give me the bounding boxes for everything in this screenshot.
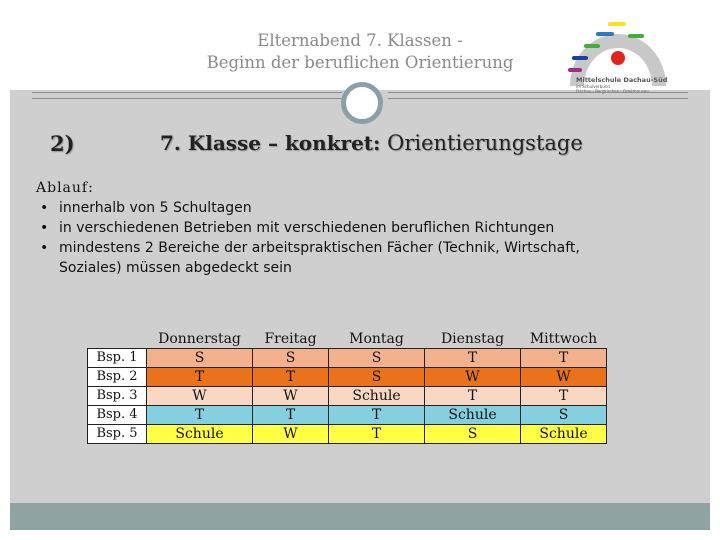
table-cell: Schule xyxy=(147,425,253,444)
row-label: Bsp. 4 xyxy=(88,406,147,425)
column-header: Montag xyxy=(329,330,425,349)
list-item-text: mindestens 2 Bereiche der arbeitspraktischen Fächer (Technik, Wirtschaft, xyxy=(59,240,580,256)
bullet-icon: • xyxy=(40,220,49,236)
column-header: Mittwoch xyxy=(521,330,607,349)
logo-subline: im Schulverbund xyxy=(576,84,610,89)
table-cell: S xyxy=(253,349,329,368)
table-cell: S xyxy=(329,349,425,368)
list-item xyxy=(36,218,580,238)
title-line-1: Elternabend 7. Klassen - xyxy=(257,31,463,50)
divider-circle-ornament xyxy=(341,82,383,124)
heading-part-b: Orientierungstage xyxy=(387,131,583,155)
table-cell: T xyxy=(329,406,425,425)
table-cell: W xyxy=(147,387,253,406)
divider-line xyxy=(32,98,342,99)
bullet-icon: • xyxy=(40,200,49,216)
heading-part-a: 7. Klasse – konkret: xyxy=(160,131,381,155)
table-row xyxy=(88,368,607,387)
table-cell: S xyxy=(425,425,521,444)
school-logo xyxy=(556,20,680,100)
column-header: Donnerstag xyxy=(147,330,253,349)
table-cell: S xyxy=(329,368,425,387)
intro-label: Ablauf: xyxy=(36,180,94,196)
list-item-text: in verschiedenen Betrieben mit verschiedenen beruflichen Richtungen xyxy=(59,220,555,236)
table-cell: T xyxy=(147,368,253,387)
row-label: Bsp. 2 xyxy=(88,368,147,387)
table-cell: T xyxy=(329,425,425,444)
table-cell: T xyxy=(253,368,329,387)
row-label: Bsp. 1 xyxy=(88,349,147,368)
table-cell: S xyxy=(147,349,253,368)
table-cell: T xyxy=(425,349,521,368)
slide-footer-bar xyxy=(10,503,710,530)
table-row xyxy=(88,425,607,444)
table-cell: W xyxy=(521,368,607,387)
slide-header xyxy=(10,10,710,94)
divider-line xyxy=(388,92,688,93)
slide-frame xyxy=(10,10,710,530)
list-item-continuation: Soziales) müssen abgedeckt sein xyxy=(59,260,292,276)
column-header: Freitag xyxy=(253,330,329,349)
list-item-text: innerhalb von 5 Schultagen xyxy=(59,200,252,216)
divider-line xyxy=(32,92,342,93)
schedule-table xyxy=(87,330,607,444)
logo-school-name: Mittelschule Dachau-Süd xyxy=(576,76,668,84)
table-row xyxy=(88,387,607,406)
content-text xyxy=(36,178,580,278)
section-heading xyxy=(160,131,583,155)
table-cell: W xyxy=(253,425,329,444)
table-corner xyxy=(88,330,147,349)
table-header-row xyxy=(88,330,607,349)
section-number: 2) xyxy=(50,131,75,156)
divider-line xyxy=(388,98,688,99)
table-cell: Schule xyxy=(425,406,521,425)
table-cell: Schule xyxy=(329,387,425,406)
table-cell: T xyxy=(521,349,607,368)
logo-towns: Dachau · Bergkirchen · Odelzhausen xyxy=(576,89,649,94)
table-cell: W xyxy=(253,387,329,406)
bullet-icon: • xyxy=(40,240,49,256)
table-row xyxy=(88,349,607,368)
table-row xyxy=(88,406,607,425)
table-cell: T xyxy=(521,387,607,406)
table-cell: S xyxy=(521,406,607,425)
row-label: Bsp. 3 xyxy=(88,387,147,406)
table-cell: W xyxy=(425,368,521,387)
column-header: Dienstag xyxy=(425,330,521,349)
title-line-2: Beginn der beruflichen Orientierung xyxy=(206,53,514,72)
table-cell: T xyxy=(147,406,253,425)
list-item xyxy=(36,198,580,218)
table-cell: T xyxy=(253,406,329,425)
slide-title xyxy=(130,30,590,74)
table-cell: Schule xyxy=(521,425,607,444)
row-label: Bsp. 5 xyxy=(88,425,147,444)
list-item xyxy=(36,238,580,258)
table-cell: T xyxy=(425,387,521,406)
